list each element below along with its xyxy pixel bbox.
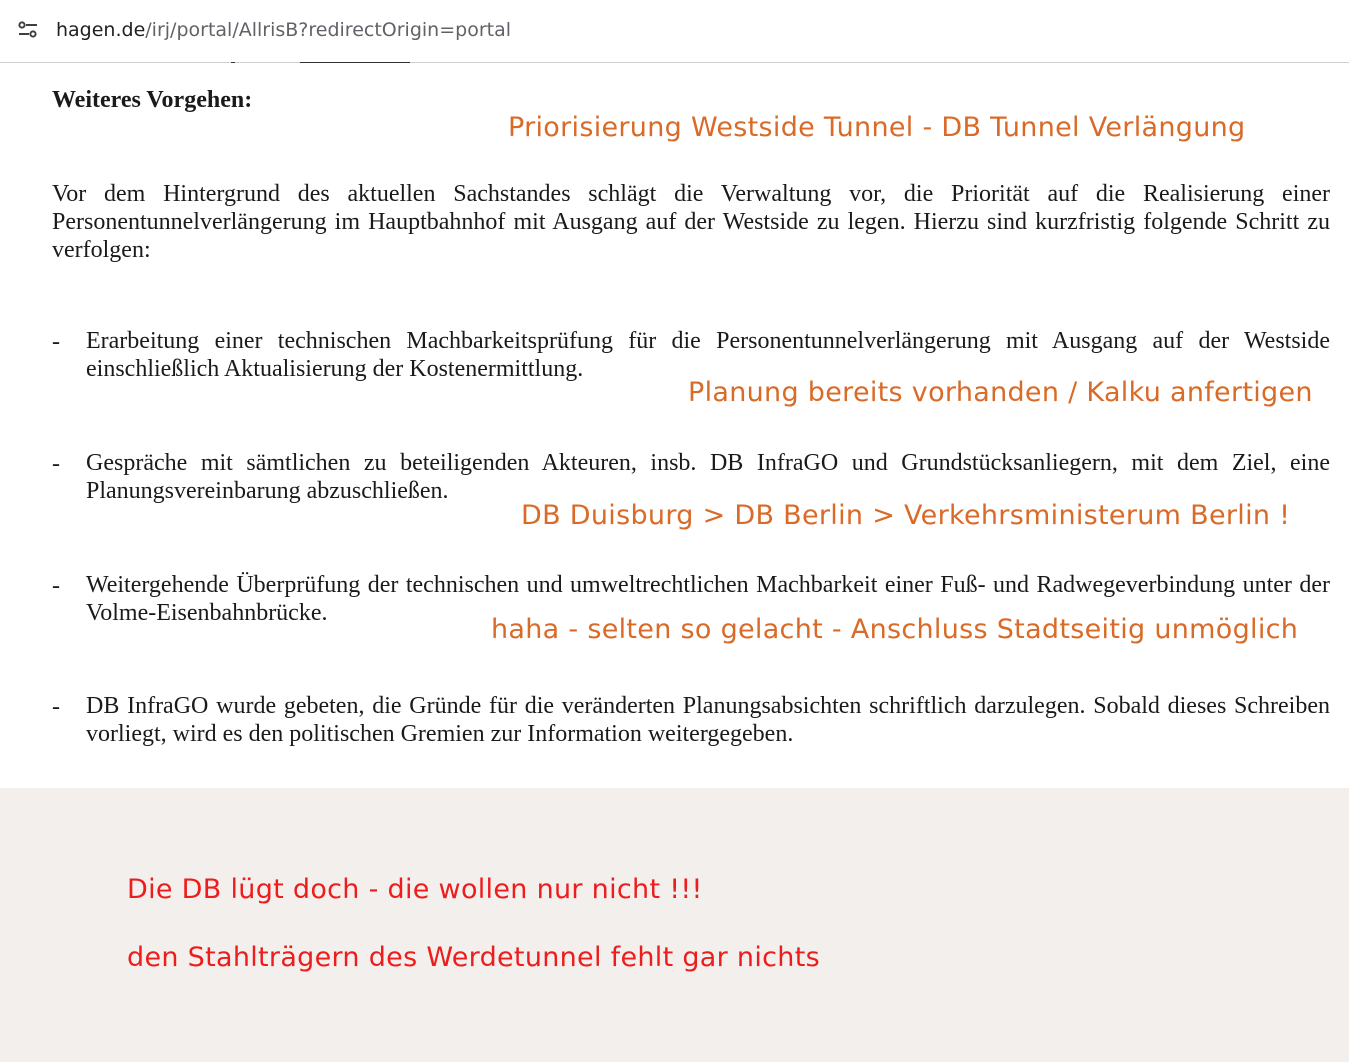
comment-stahltraeger: den Stahlträgern des Werdetunnel fehlt gar nichts (127, 942, 820, 973)
bullet-item-2: Gespräche mit sämtlichen zu beteiligenden Akteuren, insb. DB InfraGO und Grundstücksanliegern, mit dem Ziel, eine Planungsvereinbarung abzuschließen. (86, 450, 1330, 504)
section-heading: Weiteres Vorgehen: (52, 87, 253, 113)
bullet-item-3: Weitergehende Überprüfung der technischen und umweltrechtlichen Machbarkeit einer Fuß- und Radwegeverbindung unter der Volme-Eisenbahnbrücke. (86, 572, 1330, 626)
tune-icon[interactable] (17, 19, 39, 41)
address-bar[interactable] (0, 0, 1349, 63)
comment-panel (0, 788, 1349, 1062)
url-field[interactable] (56, 17, 511, 43)
intro-paragraph: Vor dem Hintergrund des aktuellen Sachstandes schlägt die Verwaltung vor, die Priorität auf die Realisierung einer Personentunnelverlängerung im Hauptbahnhof mit Ausgang auf der Westside zu legen. Hierzu sind kurzfristig folgende Schritt zu verfolgen: (52, 181, 1330, 263)
url-host: hagen.de (56, 19, 146, 41)
annotation-haha: haha - selten so gelacht - Anschluss Stadtseitig unmöglich (491, 614, 1299, 645)
annotation-priorisierung: Priorisierung Westside Tunnel - DB Tunnel Verlängung (508, 112, 1246, 143)
bullet-item-4: DB InfraGO wurde gebeten, die Gründe für die veränderten Planungsabsichten schriftlich darzulegen. Sobald dieses Schreiben vorliegt, wird es den politischen Gremien zur Information weitergegeben. (86, 693, 1330, 747)
url-path: /irj/portal/AllrisB?redirectOrigin=portal (145, 19, 512, 41)
bullet-marker: - (52, 329, 60, 355)
bullet-item-1: Erarbeitung einer technischen Machbarkeitsprüfung für die Personentunnelverlängerung mit Ausgang auf der Westside einschließlich Aktualisierung der Kostenermittlung. (86, 328, 1330, 382)
annotation-db-chain: DB Duisburg > DB Berlin > Verkehrsministerum Berlin ! (521, 500, 1291, 531)
comment-db-luegt: Die DB lügt doch - die wollen nur nicht !!! (127, 874, 703, 905)
bullet-marker: - (52, 451, 60, 477)
document-page (0, 63, 1349, 788)
bullet-marker: - (52, 694, 60, 720)
bullet-marker: - (52, 573, 60, 599)
annotation-planung: Planung bereits vorhanden / Kalku anfertigen (688, 377, 1313, 408)
